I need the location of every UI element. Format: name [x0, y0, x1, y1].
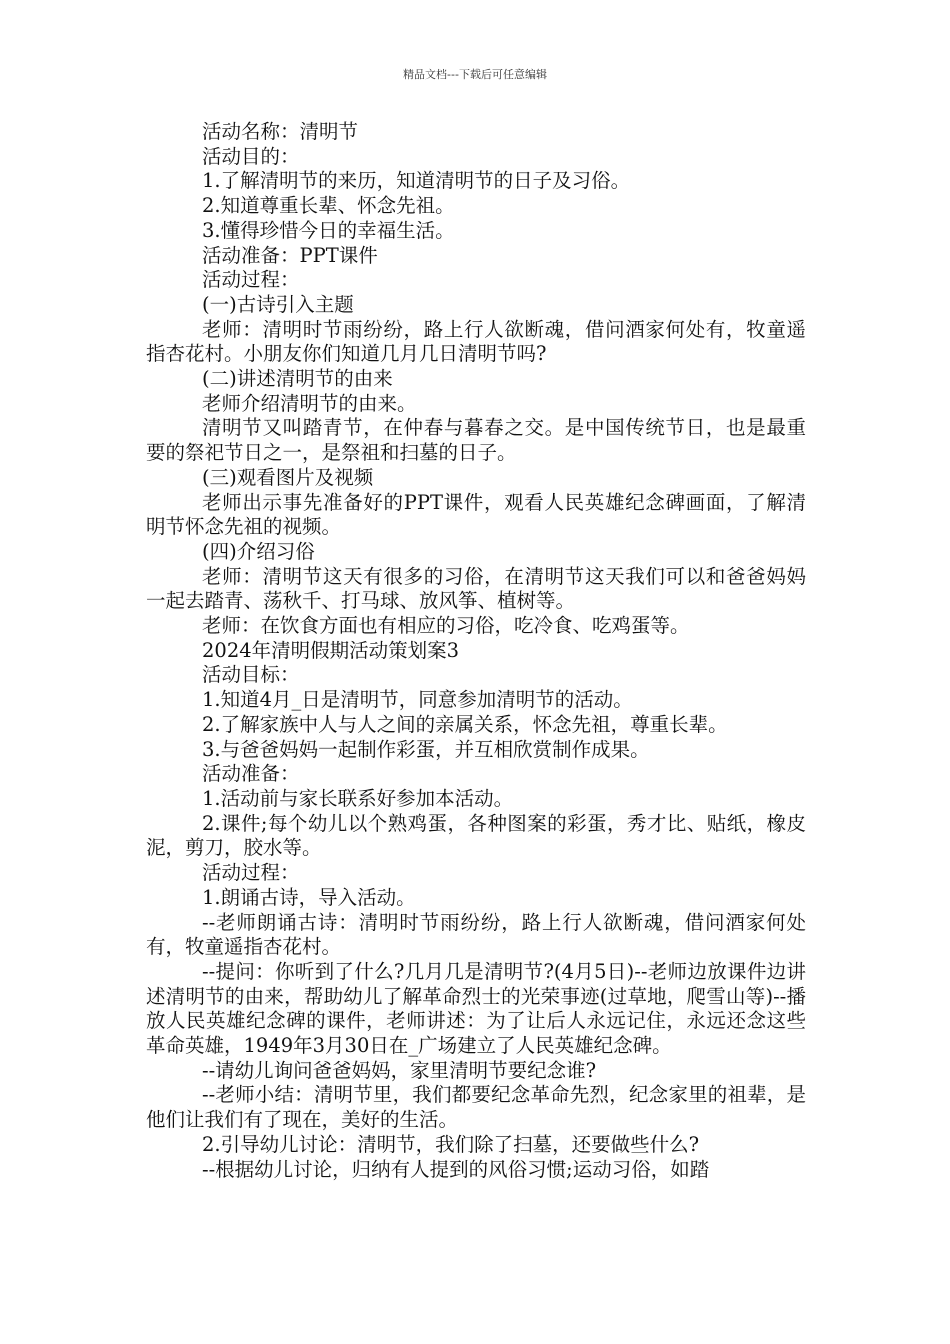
paragraph: 清明节又叫踏青节，在仲春与暮春之交。是中国传统节日，也是最重要的祭祀节日之一，是祭祖和扫墓的日子。: [146, 416, 806, 465]
paragraph: (一)古诗引入主题: [202, 292, 354, 316]
paragraph: 活动过程：: [202, 861, 300, 885]
paragraph: 老师：在饮食方面也有相应的习俗，吃冷食、吃鸡蛋等。: [202, 614, 690, 638]
paragraph: 2.引导幼儿讨论：清明节，我们除了扫墓，还要做些什么?: [202, 1132, 700, 1156]
paragraph: 3.与爸爸妈妈一起制作彩蛋，并互相欣赏制作成果。: [202, 737, 650, 761]
paragraph: (二)讲述清明节的由来: [202, 367, 393, 391]
paragraph: 活动名称：清明节: [202, 120, 359, 143]
paragraph: 2.课件;每个幼儿以个熟鸡蛋，各种图案的彩蛋，秀才比、贴纸，橡皮泥，剪刀，胶水等。: [146, 811, 806, 860]
page-header: 精品文档---下载后可任意编辑: [403, 68, 547, 81]
paragraph: (三)观看图片及视频: [202, 465, 374, 489]
paragraph: --老师小结：清明节里，我们都要纪念革命先烈，纪念家里的祖辈，是他们让我们有了现在，美好的生活。: [146, 1083, 806, 1132]
paragraph: 活动准备：: [202, 762, 300, 786]
paragraph: --老师朗诵古诗：清明时节雨纷纷，路上行人欲断魂，借问酒家何处有，牧童遥指杏花村。: [146, 910, 806, 959]
paragraph: 活动目的：: [202, 144, 300, 168]
paragraph: 老师：清明时节雨纷纷，路上行人欲断魂，借问酒家何处有，牧童遥指杏花村。小朋友你们知道几月几日清明节吗?: [146, 317, 806, 366]
paragraph: 1.活动前与家长联系好参加本活动。: [202, 786, 514, 810]
paragraph: 1.了解清明节的来历，知道清明节的日子及习俗。: [202, 169, 631, 193]
paragraph: --根据幼儿讨论，归纳有人提到的风俗习惯;运动习俗，如踏: [202, 1157, 710, 1181]
paragraph: 活动目标：: [202, 663, 300, 687]
paragraph: 老师：清明节这天有很多的习俗，在清明节这天我们可以和爸爸妈妈一起去踏青、荡秋千、打马球、放风筝、植树等。: [146, 564, 806, 613]
document-body: [146, 120, 806, 1182]
paragraph: 活动准备：PPT课件: [202, 243, 378, 267]
paragraph: 3.懂得珍惜今日的幸福生活。: [202, 218, 455, 242]
paragraph: --提问：你听到了什么?几月几是清明节?(4月5日)--老师边放课件边讲述清明节的由来，帮助幼儿了解革命烈士的光荣事迹(过草地，爬雪山等)--播放人民英雄纪念碑的课件，老师讲述：为了让后人永远记住，永远还念这些革命英雄，1949年3月30日在_广场建立了人民英雄纪念碑。: [146, 959, 806, 1058]
paragraph: 1.知道4月_日是清明节，同意参加清明节的活动。: [202, 688, 633, 712]
paragraph: (四)介绍习俗: [202, 539, 315, 563]
paragraph: 老师出示事先准备好的PPT课件，观看人民英雄纪念碑画面，了解清明节怀念先祖的视频。: [146, 490, 806, 539]
paragraph: 2.知道尊重长辈、怀念先祖。: [202, 194, 455, 218]
paragraph: 1.朗诵古诗，导入活动。: [202, 885, 416, 909]
paragraph: 2.了解家族中人与人之间的亲属关系，怀念先祖，尊重长辈。: [202, 712, 728, 736]
paragraph: --请幼儿询问爸爸妈妈，家里清明节要纪念谁?: [202, 1058, 597, 1082]
paragraph: 老师介绍清明节的由来。: [202, 391, 417, 415]
paragraph: 活动过程：: [202, 268, 300, 292]
paragraph: 2024年清明假期活动策划案3: [202, 638, 460, 662]
